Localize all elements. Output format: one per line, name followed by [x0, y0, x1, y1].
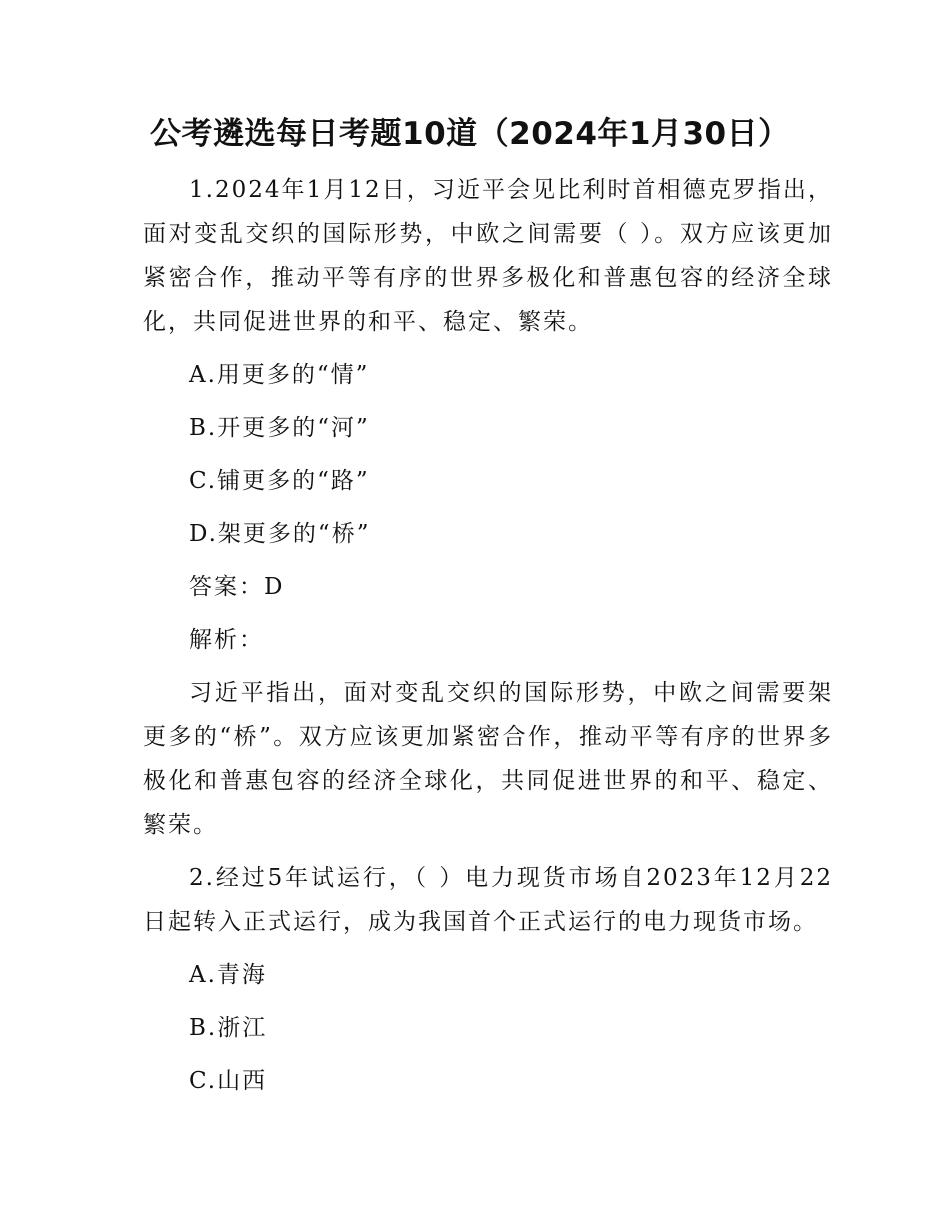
question-1-analysis: 习近平指出，面对变乱交织的国际形势，中欧之间需要架更多的“桥”。双方应该更加紧密合作，推动平等有序的世界多极化和普惠包容的经济全球化，共同促进世界的和平、稳定、繁荣。 — [143, 680, 833, 838]
document-body — [143, 168, 833, 1103]
question-1-stem: 1.2024年1月12日，习近平会见比利时首相德克罗指出，面对变乱交织的国际形势，中欧之间需要（ ）。双方应该更加紧密合作，推动平等有序的世界多极化和普惠包容的经济全球化，共同促进世界的和平、稳定、繁荣。 — [143, 177, 833, 335]
question-2-option-b: B.浙江 — [189, 1015, 268, 1041]
question-1-analysis-label: 解析： — [189, 627, 264, 653]
question-2-option-c: C.山西 — [189, 1068, 268, 1094]
question-2-option-a: A.青海 — [189, 962, 267, 988]
question-2-stem: 2.经过5年试运行，（ ）电力现货市场自2023年12月22日起转入正式运行，成为我国首个正式运行的电力现货市场。 — [143, 865, 833, 935]
question-1-option-a: A.用更多的“情” — [189, 362, 370, 388]
question-1-answer: 答案：D — [189, 574, 285, 600]
question-1-option-c: C.铺更多的“路” — [189, 468, 370, 494]
question-1-option-b: B.开更多的“河” — [189, 415, 370, 441]
document-title: 公考遴选每日考题10道（2024年1月30日） — [150, 116, 790, 152]
question-1-option-d: D.架更多的“桥” — [189, 521, 371, 547]
